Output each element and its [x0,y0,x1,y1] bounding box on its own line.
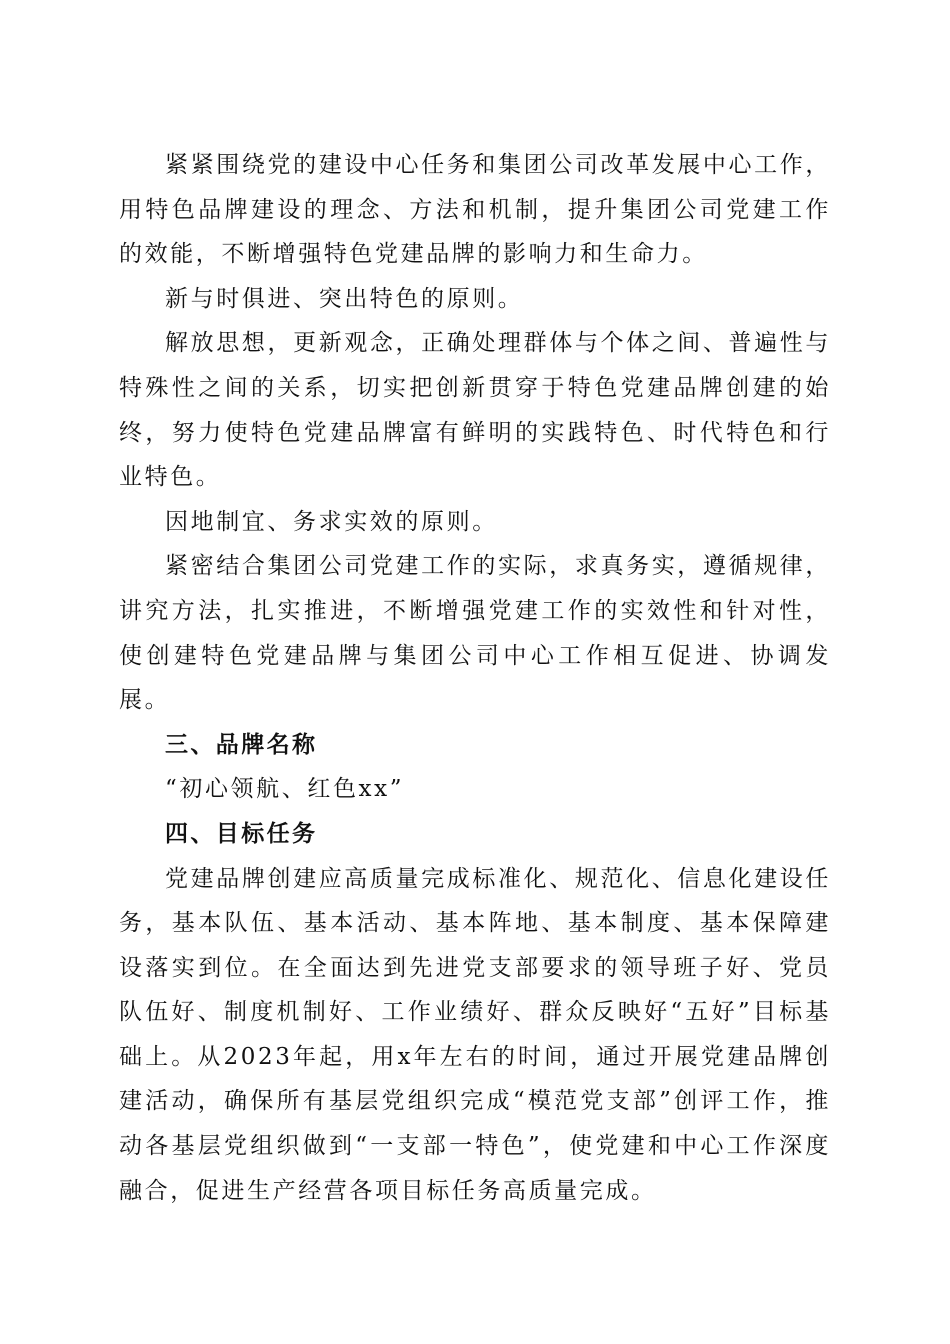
document-body [119,143,831,1213]
paragraph-emancipate-mind: 解放思想，更新观念，正确处理群体与个体之间、普遍性与特殊性之间的关系，切实把创新贯穿于特色党建品牌创建的始终，努力使特色党建品牌富有鲜明的实践特色、时代特色和行业特色。 [119,330,831,491]
section-heading-brand-name: 三、品牌名称 [165,731,318,758]
paragraph-principle-innovation: 新与时俱进、突出特色的原则。 [165,285,524,312]
paragraph-principle-local: 因地制宜、务求实效的原则。 [165,508,498,535]
paragraph-brand-name: “初心领航、红色xx” [165,776,405,803]
section-heading-goals: 四、目标任务 [165,820,318,847]
paragraph-core-goal: 紧紧围绕党的建设中心任务和集团公司改革发展中心工作，用特色品牌建设的理念、方法和机制，提升集团公司党建工作的效能，不断增强特色党建品牌的影响力和生命力。 [119,152,831,268]
paragraph-practical-integration: 紧密结合集团公司党建工作的实际，求真务实，遵循规律，讲究方法，扎实推进，不断增强党建工作的实效性和针对性，使创建特色党建品牌与集团公司中心工作相互促进、协调发展。 [119,553,831,714]
paragraph-goals: 党建品牌创建应高质量完成标准化、规范化、信息化建设任务，基本队伍、基本活动、基本阵地、基本制度、基本保障建设落实到位。在全面达到先进党支部要求的领导班子好、党员队伍好、制度机制好、工作业绩好、群众反映好“五好”目标基础上。从2023年起，用x年左右的时间，通过开展党建品牌创建活动，确保所有基层党组织完成“模范党支部”创评工作，推动各基层党组织做到“一支部一特色”，使党建和中心工作深度融合，促进生产经营各项目标任务高质量完成。 [119,865,831,1204]
